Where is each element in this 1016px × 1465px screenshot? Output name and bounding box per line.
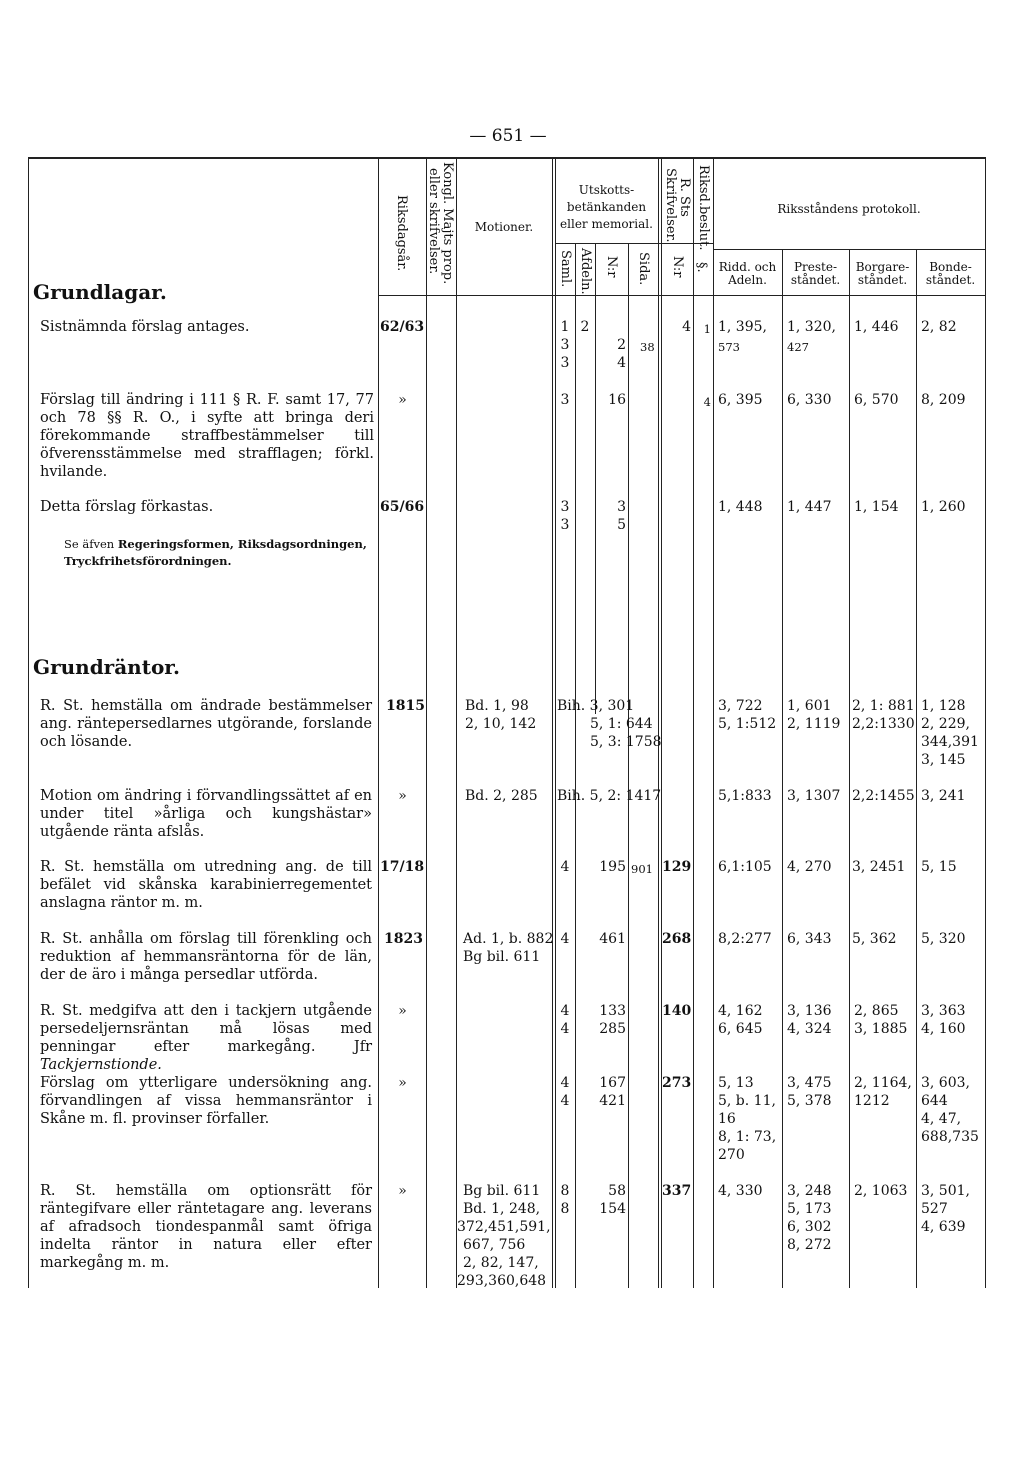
section-heading-grundrantor: Grundräntor. xyxy=(33,655,180,679)
header-eller-memorial: eller memorial. xyxy=(560,217,653,231)
ridd-ref: 8, 1: 73, xyxy=(718,1129,777,1145)
see-also-note xyxy=(64,536,374,570)
nr-value: 154 xyxy=(599,1201,626,1217)
saml-value: 4 xyxy=(560,931,570,947)
nr-value: 3 xyxy=(617,499,626,515)
entry-year: 62/63 xyxy=(380,319,425,335)
motion-ref: 372,451,591, xyxy=(457,1219,551,1235)
section-heading-grundlagar: Grundlagar. xyxy=(33,280,167,304)
skrifvelse-nr: 4 xyxy=(682,319,691,335)
see-also-prefix: Se äfven xyxy=(64,537,115,551)
ridd-ref: 270 xyxy=(718,1147,745,1163)
afdeln-value: 2 xyxy=(580,319,590,335)
prest-ref: 8, 272 xyxy=(787,1237,832,1253)
prest-ref: 1, 447 xyxy=(787,499,832,515)
ridd-ref: 5,1:833 xyxy=(718,788,772,804)
header-para: §. xyxy=(694,262,709,273)
prest-ref: 5, 378 xyxy=(787,1093,832,1109)
entry-year: 65/66 xyxy=(380,499,425,515)
see-also-links[interactable]: Regeringsformen, Riksdagsordningen, Tryckfrihetsförordningen. xyxy=(64,537,367,568)
ridd-ref: 6, 645 xyxy=(718,1021,763,1037)
entry-year: » xyxy=(398,1003,407,1019)
prest-ref: 6, 302 xyxy=(787,1219,832,1235)
entry-year: » xyxy=(398,1183,407,1199)
prest-ref: 2, 1119 xyxy=(787,716,841,732)
entry-description: Förslag till ändring i 111 § R. F. samt 17, 77 och 78 §§ R. O., i syfte att bringa deri förekommande straffbestämmelser till öfverensstämmelse med strafflagen; förkl. hvilande. xyxy=(40,392,374,480)
entry-year: » xyxy=(398,392,407,408)
prest-ref: 4, 270 xyxy=(787,859,832,875)
header-bond1: Bonde- xyxy=(929,260,972,274)
bond-ref: 4, 160 xyxy=(921,1021,966,1037)
entry-description: R. St. hemställa om ändrade bestämmelser ang. räntepersedlarnes utgörande, forslande och lösande. xyxy=(40,698,372,750)
header-rsts1: R. Sts xyxy=(677,178,692,217)
nr-value: 58 xyxy=(608,1183,626,1199)
bond-ref: 3, 363 xyxy=(921,1003,966,1019)
prest-ref: 5, 173 xyxy=(787,1201,832,1217)
prest-ref: 3, 1307 xyxy=(787,788,841,804)
skrifvelse-nr: 140 xyxy=(662,1003,692,1019)
nr-value: 133 xyxy=(599,1003,626,1019)
prest-ref: 3, 248 xyxy=(787,1183,832,1199)
entry-year: » xyxy=(398,1075,407,1091)
bond-ref: 1, 260 xyxy=(921,499,966,515)
borg-ref: 1, 154 xyxy=(854,499,899,515)
prest-ref: 6, 330 xyxy=(787,392,832,408)
bond-ref: 688,735 xyxy=(921,1129,979,1145)
motion-ref: Bg bil. 611 xyxy=(463,1183,541,1199)
skrifvelse-nr: 129 xyxy=(662,859,692,875)
header-rsts2: Skrifvelser. xyxy=(663,168,678,243)
motion-ref: Bg bil. 611 xyxy=(463,949,541,965)
bond-ref: 3, 241 xyxy=(921,788,966,804)
header-riksd-beslut: Riksd.beslut. xyxy=(696,165,711,251)
saml-value: 3 xyxy=(560,392,570,408)
header-ridd2: Adeln. xyxy=(728,273,767,287)
prest-ref: 1, 320, xyxy=(787,319,836,335)
utskott-ref: Bih. 3, 301 xyxy=(557,698,635,714)
bond-ref: 5, 320 xyxy=(921,931,966,947)
entry-description: Motion om ändring i förvandlingssättet af en under titel »årliga och kungshästar» utgående ränta afslås. xyxy=(40,788,372,840)
entry-description: R. St. anhålla om förslag till förenkling och reduktion af hemmansräntorna för de län, der de äro i många persedlar utförda. xyxy=(40,931,372,983)
motion-ref: 2, 82, 147, xyxy=(463,1255,539,1271)
saml-value: 3 xyxy=(560,517,570,533)
saml-value: 3 xyxy=(560,355,570,371)
bond-ref: 3, 501, xyxy=(921,1183,970,1199)
motion-ref: Bd. 1, 98 xyxy=(465,698,529,714)
cross-reference[interactable]: Tackjernstionde. xyxy=(40,1057,162,1073)
saml-value: 3 xyxy=(560,499,570,515)
prest-ref: 3, 475 xyxy=(787,1075,832,1091)
bond-ref: 2, 229, xyxy=(921,716,970,732)
saml-value: 4 xyxy=(560,1021,570,1037)
bond-ref: 344,391 xyxy=(921,734,979,750)
motion-ref: 293,360,648 xyxy=(457,1273,547,1289)
nr-value: 2 xyxy=(617,337,626,353)
borg-ref: 2,2:1455 xyxy=(852,788,915,804)
ridd-ref: 6, 395 xyxy=(718,392,763,408)
entry-description: R. St. hemställa om utredning ang. de till befälet vid skånska karabinierregementet anslagna räntor m. m. xyxy=(40,859,372,911)
header-bond2: ståndet. xyxy=(925,273,976,287)
prest-ref: 3, 136 xyxy=(787,1003,832,1019)
header-nr: N:r xyxy=(604,256,619,278)
borg-ref: 2, 1063 xyxy=(854,1183,908,1199)
skrifvelse-nr: 273 xyxy=(662,1075,692,1091)
bond-ref: 3, 603, xyxy=(921,1075,970,1091)
header-borg1: Borgare- xyxy=(855,260,910,274)
sida-value: 38 xyxy=(640,340,655,354)
header-betankanden: betänkanden xyxy=(566,200,647,214)
utskott-ref: Bih. 5, 2: 1417 xyxy=(557,788,662,804)
sida-value: 901 xyxy=(631,862,653,876)
skrifvelse-nr: 268 xyxy=(662,931,692,947)
ridd-ref: 8,2:277 xyxy=(718,931,772,947)
header-nr2: N:r xyxy=(670,256,685,278)
saml-value: 4 xyxy=(560,1075,570,1091)
saml-value: 8 xyxy=(560,1201,570,1217)
page-number: — 651 — xyxy=(469,126,547,146)
header-ridd1: Ridd. och xyxy=(718,260,777,274)
ridd-ref: 5, b. 11, xyxy=(718,1093,776,1109)
header-borg2: ståndet. xyxy=(857,273,908,287)
borg-ref: 1, 446 xyxy=(854,319,899,335)
bond-ref: 4, 639 xyxy=(921,1219,966,1235)
ridd-ref: 1, 448 xyxy=(718,499,763,515)
entry-description: Detta förslag förkastas. xyxy=(40,499,214,515)
ridd-ref: 4, 162 xyxy=(718,1003,763,1019)
nr-value: 421 xyxy=(599,1093,626,1109)
bond-ref: 1, 128 xyxy=(921,698,966,714)
utskott-ref: 5, 1: 644 xyxy=(590,716,653,732)
header-motioner: Motioner. xyxy=(474,220,534,234)
entry-description: Sistnämnda förslag antages. xyxy=(40,319,250,335)
motion-ref: Bd. 2, 285 xyxy=(465,788,538,804)
nr-value: 285 xyxy=(599,1021,626,1037)
borg-ref: 2, 1164, xyxy=(854,1075,912,1091)
entry-description-text: R. St. medgifva att den i tackjern utgående persedeljernsräntan må lösas med penningar efter markegång. Jfr xyxy=(40,1003,372,1055)
nr-value: 195 xyxy=(599,859,626,875)
borg-ref: 6, 570 xyxy=(854,392,899,408)
header-prest1: Preste- xyxy=(793,260,838,274)
nr-value: 16 xyxy=(608,392,626,408)
ridd-ref: 16 xyxy=(718,1111,736,1127)
nr-value: 167 xyxy=(599,1075,626,1091)
entry-year: 17/18 xyxy=(380,859,425,875)
saml-value: 4 xyxy=(560,859,570,875)
ridd-ref: 3, 722 xyxy=(718,698,763,714)
borg-ref: 3, 2451 xyxy=(852,859,906,875)
ridd-ref: 5, 1:512 xyxy=(718,716,777,732)
motion-ref: 667, 756 xyxy=(463,1237,526,1253)
borg-ref: 2, 865 xyxy=(854,1003,899,1019)
bond-ref: 527 xyxy=(921,1201,948,1217)
entry-year: » xyxy=(398,788,407,804)
header-protokoll: Riksståndens protokoll. xyxy=(777,202,921,216)
prest-ref: 6, 343 xyxy=(787,931,832,947)
header-kongl2: eller skrifvelser. xyxy=(426,168,441,275)
borg-ref: 2,2:1330 xyxy=(852,716,915,732)
entry-description xyxy=(40,1002,372,1074)
utskott-ref: 5, 3: 1758 xyxy=(590,734,662,750)
nr-value: 461 xyxy=(599,931,626,947)
entry-year: 1815 xyxy=(386,698,425,714)
ridd-ref: 6,1:105 xyxy=(718,859,772,875)
header-utskotts: Utskotts- xyxy=(578,183,635,197)
bond-ref: 644 xyxy=(921,1093,948,1109)
skrifvelse-nr: 337 xyxy=(662,1183,692,1199)
bond-ref: 3, 145 xyxy=(921,752,966,768)
header-afdeln: Afdeln. xyxy=(578,248,593,295)
prest-ref: 4, 324 xyxy=(787,1021,832,1037)
saml-value: 4 xyxy=(560,1003,570,1019)
borg-ref: 3, 1885 xyxy=(854,1021,908,1037)
saml-value: 4 xyxy=(560,1093,570,1109)
prest-ref: 1, 601 xyxy=(787,698,832,714)
bond-ref: 4, 47, xyxy=(921,1111,962,1127)
ridd-ref: 573 xyxy=(718,340,740,354)
motion-ref: Ad. 1, b. 882 xyxy=(463,931,554,947)
entry-year: 1823 xyxy=(384,931,423,947)
beslut-para: 4 xyxy=(703,395,711,409)
entry-description: Förslag om ytterligare undersökning ang. förvandlingen af vissa hemmansräntor i Skåne m. fl. provinser förfaller. xyxy=(40,1075,372,1127)
bond-ref: 2, 82 xyxy=(921,319,957,335)
nr-value: 4 xyxy=(617,355,626,371)
saml-value: 3 xyxy=(560,337,570,353)
motion-ref: Bd. 1, 248, xyxy=(463,1201,541,1217)
bond-ref: 8, 209 xyxy=(921,392,966,408)
borg-ref: 2, 1: 881 xyxy=(852,698,915,714)
beslut-para: 1 xyxy=(703,322,711,336)
nr-value: 5 xyxy=(617,517,626,533)
saml-value: 1 xyxy=(560,319,570,335)
header-prest2: ståndet. xyxy=(790,273,841,287)
entry-description: R. St. hemställa om optionsrätt för räntegifvare eller räntetagare ang. leverans af afradsoch tiondespanmål samt öfriga indelta räntor in natura eller efter markegång m. m. xyxy=(40,1183,372,1271)
saml-value: 8 xyxy=(560,1183,570,1199)
borg-ref: 5, 362 xyxy=(852,931,897,947)
ridd-ref: 4, 330 xyxy=(718,1183,763,1199)
borg-ref: 1212 xyxy=(854,1093,890,1109)
ridd-ref: 5, 13 xyxy=(718,1075,754,1091)
ridd-ref: 1, 395, xyxy=(718,319,767,335)
header-riksdagsar: Riksdagsår. xyxy=(394,195,409,272)
bond-ref: 5, 15 xyxy=(921,859,957,875)
prest-ref: 427 xyxy=(787,340,809,354)
motion-ref: 2, 10, 142 xyxy=(465,716,537,732)
header-sida: Sida. xyxy=(636,252,651,286)
header-saml: Saml. xyxy=(558,250,573,288)
header-kongl: Kongl. Majts prop. xyxy=(440,162,455,285)
